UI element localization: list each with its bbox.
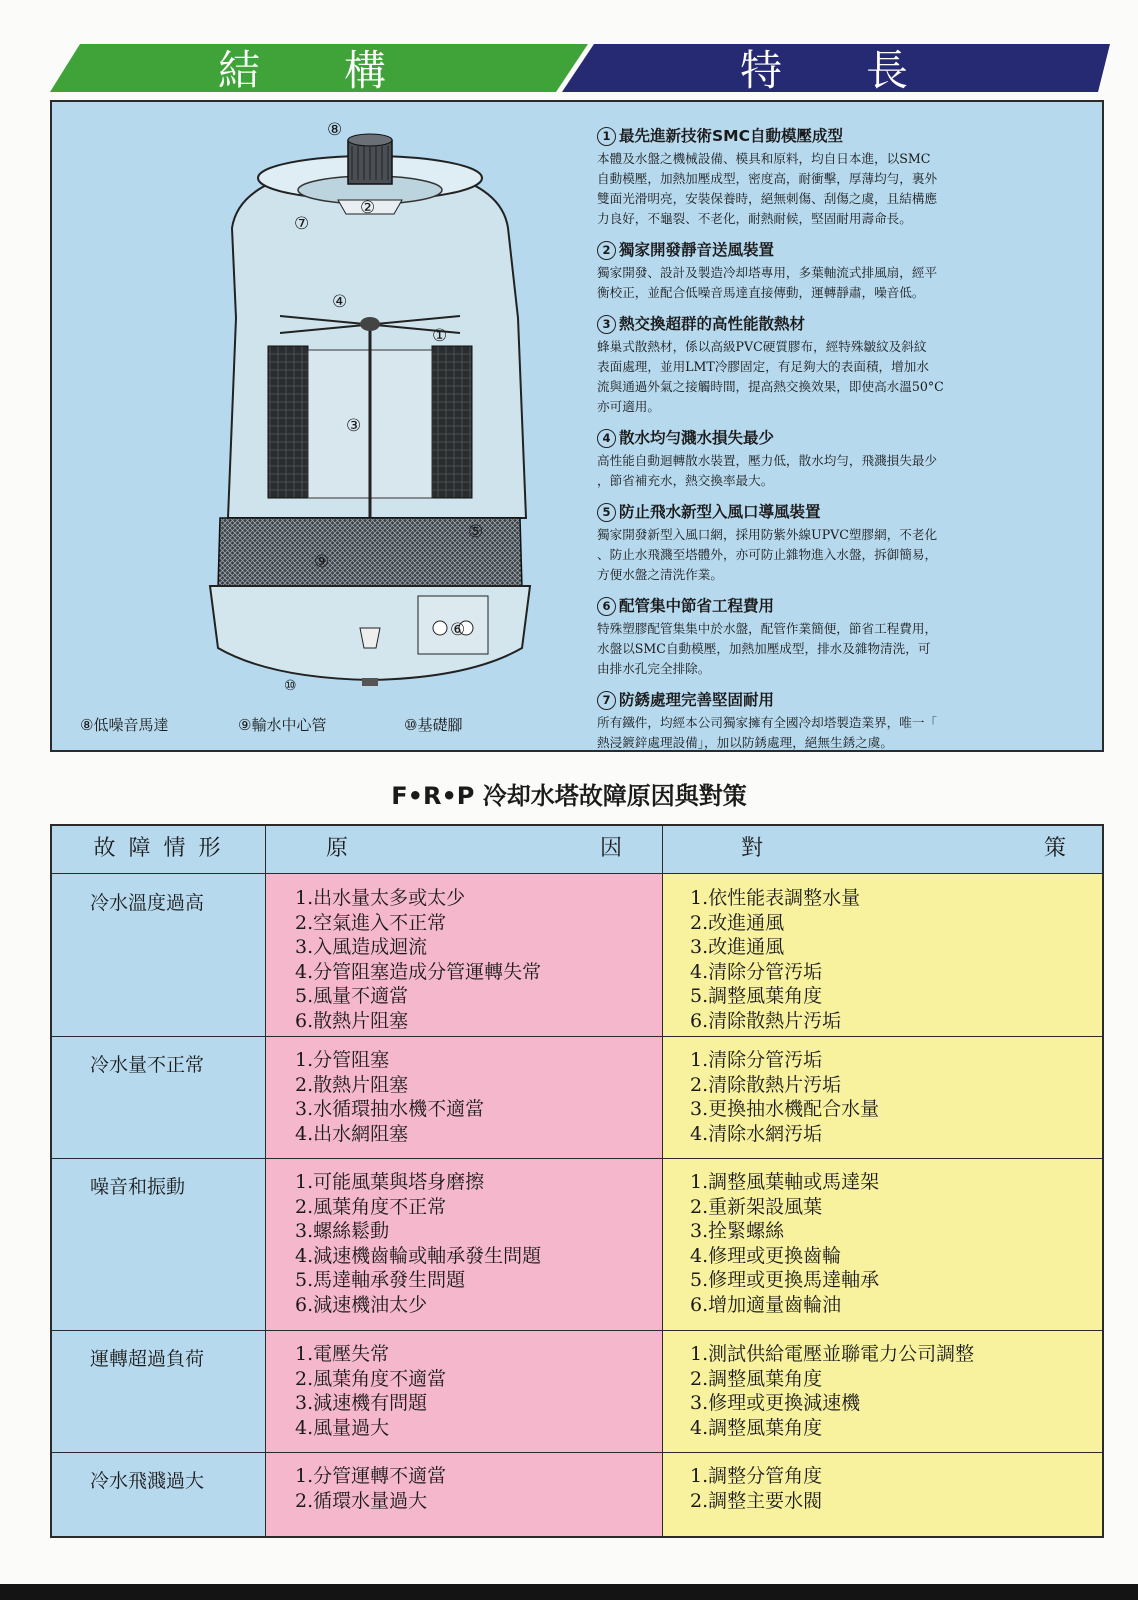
feature-line: 、防止水飛濺至塔體外，亦可防止雜物進入水盤，拆御簡易， — [597, 547, 938, 562]
banner-shapes — [0, 0, 1138, 100]
troubleshooting-title: F•R•P 冷却水塔故障原因與對策 — [391, 782, 747, 810]
header-fix-left: 對 — [741, 836, 764, 861]
feature-item — [597, 124, 1092, 229]
fix-item: 1.清除分管汚垢 — [690, 1049, 823, 1071]
fix-item: 4.清除水網汚垢 — [690, 1122, 823, 1145]
feature-line: 雙面光滑明亮，安裝保養時，絕無刺傷、刮傷之虞，且結構應 — [597, 191, 938, 206]
cause-item: 1.可能風葉與塔身磨擦 — [295, 1171, 485, 1193]
cause-item: 3.減速機有問題 — [295, 1392, 428, 1414]
header-fix — [662, 826, 1102, 874]
features-list — [597, 124, 1092, 762]
cause-item: 3.螺絲鬆動 — [295, 1220, 390, 1242]
fix-item: 2.調整主要水閥 — [690, 1489, 823, 1512]
fix-item: 3.改進通風 — [690, 936, 785, 958]
cause-item: 5.風量不適當 — [295, 985, 409, 1007]
fix-item: 3.修理或更換減速機 — [690, 1392, 861, 1414]
fix-cell — [662, 1036, 1130, 1146]
cause-item: 1.出水量太多或太少 — [295, 887, 466, 909]
cause-cell — [265, 874, 692, 1033]
feature-line: 力良好，不龜裂、不老化，耐熱耐候，堅固耐用壽命長。 — [597, 211, 912, 226]
fix-item: 4.調整風葉角度 — [690, 1416, 823, 1439]
cause-item: 2.風葉角度不正常 — [295, 1195, 447, 1218]
feature-line: 高性能自動迴轉散水裝置，壓力低，散水均勻，飛濺損失最少 — [597, 453, 938, 468]
callout-8: ⑧ — [327, 120, 343, 140]
feature-title: 防銹處理完善堅固耐用 — [619, 691, 775, 709]
callout-1: ① — [432, 326, 448, 346]
cause-item: 2.空氣進入不正常 — [295, 911, 447, 934]
cause-cell — [265, 1158, 692, 1317]
feature-item — [597, 688, 1092, 753]
feature-number: 6 — [597, 597, 616, 616]
feature-number: 1 — [597, 127, 616, 146]
caption-motor: ⑧低噪音馬達 — [80, 716, 169, 734]
fix-cell — [662, 1330, 1130, 1440]
feature-number: 4 — [597, 429, 616, 448]
header-fix-right: 策 — [1043, 836, 1066, 861]
feature-item — [597, 238, 1092, 303]
cause-item: 6.散熱片阻塞 — [295, 1009, 409, 1032]
symptom-cell: 冷水量不正常 — [90, 1054, 205, 1076]
feature-item — [597, 500, 1092, 585]
symptom-cell: 冷水飛濺過大 — [90, 1470, 205, 1492]
cause-item: 4.分管阻塞造成分管運轉失常 — [295, 960, 542, 983]
header-cause-right: 因 — [599, 836, 622, 861]
cause-cell — [265, 1330, 692, 1440]
cause-item: 2.循環水量過大 — [295, 1489, 428, 1512]
feature-line: 熱浸鍍鋅處理設備」，加以防銹處理，絕無生銹之虞。 — [597, 735, 893, 750]
fix-item: 3.拴緊螺絲 — [690, 1220, 785, 1242]
feature-title: 配管集中節省工程費用 — [619, 597, 775, 615]
fix-item: 1.調整分管角度 — [690, 1465, 823, 1487]
cause-item: 1.分管阻塞 — [295, 1049, 390, 1071]
structure-features-panel — [50, 100, 1104, 752]
bottom-edge-band — [0, 1584, 1138, 1600]
feature-line: 方便水盤之清洗作業。 — [597, 567, 723, 582]
fix-item: 3.更換抽水機配合水量 — [690, 1098, 880, 1120]
cause-item: 2.風葉角度不適當 — [295, 1367, 447, 1390]
caption-center-pipe: ⑨輸水中心管 — [238, 716, 327, 734]
feature-line: 水盤以SMC自動模壓，加熱加壓成型，排水及雜物清洗，可 — [597, 641, 931, 656]
symptom-cell: 噪音和振動 — [90, 1176, 186, 1198]
callout-10: ⑩ — [284, 678, 297, 694]
symptom-cell: 冷水溫度過高 — [90, 892, 205, 914]
section-banner — [0, 0, 1138, 100]
feature-item — [597, 426, 1092, 491]
fix-item: 4.修理或更換齒輪 — [690, 1244, 842, 1267]
feature-line: 流與通過外氣之接觸時間，提高熱交換效果，即使高水溫50°C — [597, 379, 944, 394]
cause-cell — [265, 1452, 692, 1513]
feature-line: ，節省補充水，熱交換率最大。 — [597, 473, 774, 488]
cause-item: 1.分管運轉不適當 — [295, 1465, 447, 1487]
fix-item: 2.改進通風 — [690, 911, 785, 934]
feature-line: 表面處理，並用LMT冷膠固定，有足夠大的表面積，增加水 — [597, 359, 929, 374]
fix-item: 5.修理或更換馬達軸承 — [690, 1269, 880, 1291]
feature-number: 3 — [597, 315, 616, 334]
feature-line: 蜂巢式散熱材，係以高級PVC硬質膠布，經特殊皺紋及斜紋 — [597, 339, 927, 354]
structure-heading: 結 構 — [218, 46, 387, 95]
cause-item: 4.減速機齒輪或軸承發生問題 — [295, 1244, 542, 1267]
callout-3: ③ — [346, 416, 362, 436]
fix-cell — [662, 1158, 1130, 1317]
fix-item: 6.增加適量齒輪油 — [690, 1293, 842, 1316]
fix-item: 1.調整風葉軸或馬達架 — [690, 1171, 880, 1193]
feature-line: 本體及水盤之機械設備、模具和原料，均自日本進，以SMC — [597, 151, 931, 166]
fix-item: 5.調整風葉角度 — [690, 985, 823, 1007]
callout-2: ② — [360, 198, 376, 218]
cause-item: 1.電壓失常 — [295, 1343, 390, 1365]
cause-item: 2.散熱片阻塞 — [295, 1073, 409, 1096]
fix-cell — [662, 874, 1130, 1033]
fix-item: 2.清除散熱片汚垢 — [690, 1073, 842, 1096]
feature-title: 熱交換超群的高性能散熱材 — [619, 315, 806, 333]
feature-line: 獨家開發、設計及製造冷却塔專用，多葉軸流式排風扇，經平 — [597, 265, 938, 280]
callout-5: ⑤ — [468, 522, 484, 542]
features-heading: 特 長 — [740, 46, 909, 95]
caption-base: ⑩基礎腳 — [404, 716, 463, 734]
feature-line: 衡校正，並配合低噪音馬達直接傳動，運轉靜肅，噪音低。 — [597, 285, 925, 300]
cause-item: 3.入風造成迴流 — [295, 936, 428, 958]
feature-title: 防止飛水新型入風口導風裝置 — [619, 503, 821, 521]
feature-line: 自動模壓，加熱加壓成型，密度高，耐衝擊，厚薄均勻，裏外 — [597, 171, 938, 186]
callout-7: ⑦ — [294, 214, 310, 234]
feature-line: 特殊塑膠配管集集中於水盤，配管作業簡便，節省工程費用， — [597, 621, 938, 636]
fix-item: 1.測試供給電壓並聯電力公司調整 — [690, 1343, 975, 1365]
header-cause — [265, 826, 662, 874]
header-symptom: 故 障 情 形 — [52, 826, 265, 874]
cause-item: 5.馬達軸承發生問題 — [295, 1269, 466, 1291]
symptom-cell: 運轉超過負荷 — [90, 1348, 205, 1370]
fix-item: 2.調整風葉角度 — [690, 1367, 823, 1390]
feature-line: 亦可適用。 — [597, 399, 660, 414]
feature-item — [597, 312, 1092, 417]
feature-number: 7 — [597, 691, 616, 710]
feature-number: 2 — [597, 241, 616, 260]
callout-4: ④ — [332, 292, 348, 312]
feature-title: 獨家開發靜音送風裝置 — [619, 241, 775, 259]
cause-item: 4.風量過大 — [295, 1416, 390, 1439]
feature-number: 5 — [597, 503, 616, 522]
feature-line: 由排水孔完全排除。 — [597, 661, 711, 676]
cause-item: 4.出水網阻塞 — [295, 1122, 409, 1145]
feature-title: 最先進新技術SMC自動模壓成型 — [619, 127, 843, 145]
cause-cell — [265, 1036, 692, 1146]
fix-item: 1.依性能表調整水量 — [690, 887, 861, 909]
feature-line: 所有鐵件，均經本公司獨家擁有全國冷却塔製造業界，唯一「 — [597, 715, 938, 730]
callout-6: ⑥ — [450, 620, 466, 640]
feature-item — [597, 594, 1092, 679]
cause-item: 3.水循環抽水機不適當 — [295, 1098, 485, 1120]
header-cause-left: 原 — [326, 836, 349, 861]
cause-item: 6.減速機油太少 — [295, 1293, 428, 1316]
callout-9: ⑨ — [314, 552, 330, 572]
fix-cell — [662, 1452, 1130, 1513]
troubleshooting-table — [50, 824, 1104, 1538]
fix-item: 4.清除分管汚垢 — [690, 960, 823, 983]
feature-title: 散水均勻濺水損失最少 — [619, 429, 775, 447]
feature-line: 獨家開發新型入風口網，採用防紫外線UPVC塑膠網，不老化 — [597, 527, 938, 542]
fix-item: 6.清除散熱片汚垢 — [690, 1009, 842, 1032]
fix-item: 2.重新架設風葉 — [690, 1195, 823, 1218]
